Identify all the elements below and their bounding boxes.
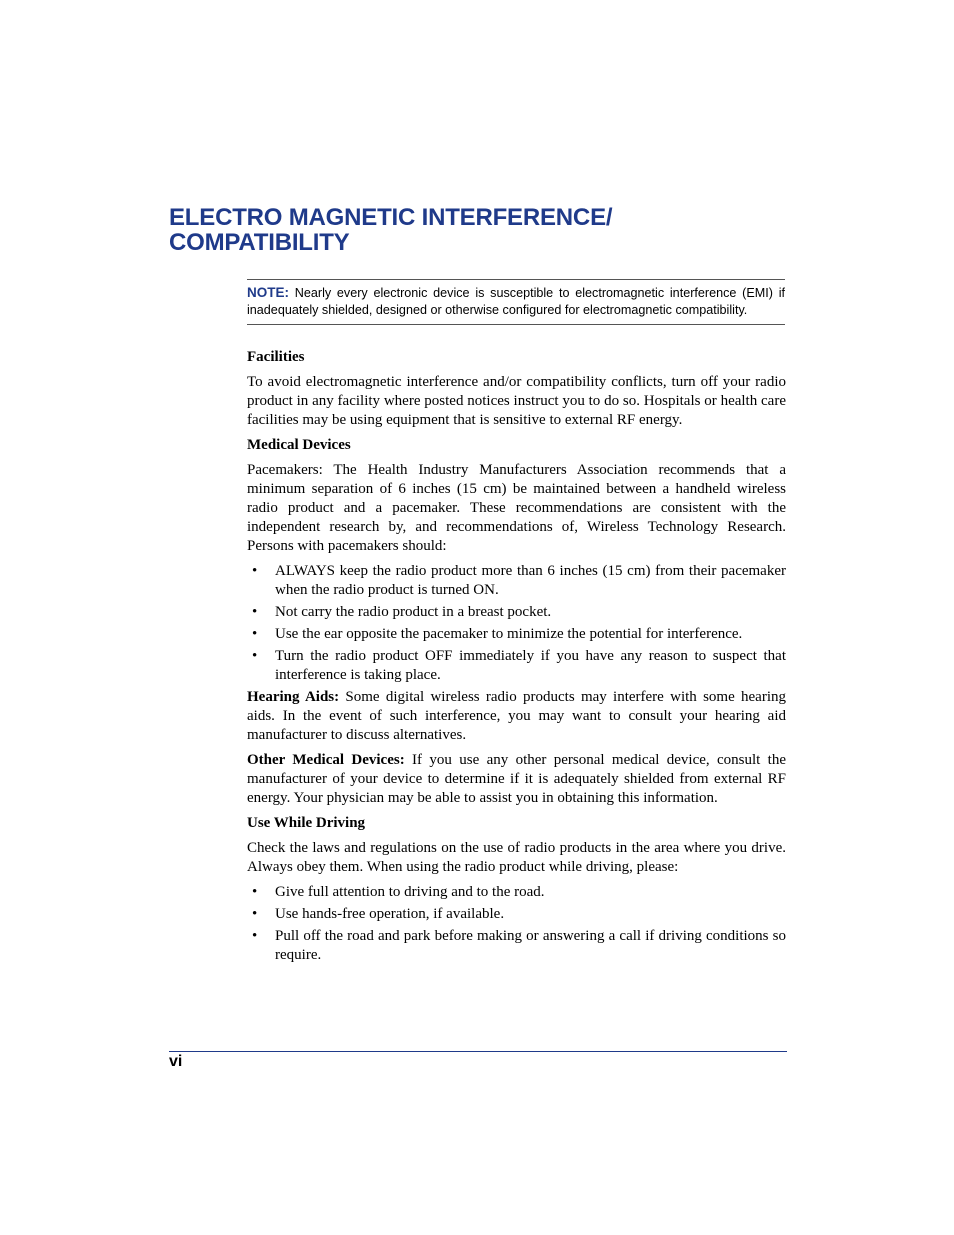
other-medical-devices-text: If you use any other personal medical device, consult the manufacturer of your device to determine if it is adequately shielded from external RF energy. Your physician may be able to assist you in obtaining this information. — [247, 752, 786, 806]
note-box — [247, 279, 785, 325]
list-item — [247, 625, 786, 644]
bullet-icon: • — [252, 884, 258, 900]
list-item — [247, 562, 786, 600]
bullet-icon: • — [252, 604, 258, 620]
pacemaker-bullet-list — [247, 562, 786, 685]
facilities-heading: Facilities — [247, 349, 305, 365]
list-item — [247, 603, 786, 622]
page-title-line-1: ELECTRO MAGNETIC INTERFERENCE/ — [169, 204, 613, 231]
bullet-icon: • — [252, 648, 258, 664]
bullet-icon: • — [252, 906, 258, 922]
list-item — [247, 647, 786, 685]
note-label: NOTE: — [247, 285, 289, 300]
list-item — [247, 905, 786, 924]
driving-paragraph: Check the laws and regulations on the use of radio products in the area where you drive. Always obey them. When using the radio product while driving, please: — [247, 840, 786, 875]
other-medical-devices-paragraph — [247, 751, 786, 808]
pacemakers-paragraph: Pacemakers: The Health Industry Manufacturers Association recommends that a minimum separation of 6 inches (15 cm) be maintained between a handheld wireless radio product and a pacemaker. These recommendations are consistent with the independent research by, and recommendations of, Wireless Technology Research. Persons with pacemakers should: — [247, 462, 786, 554]
bullet-icon: • — [252, 626, 258, 642]
bullet-icon: • — [252, 928, 258, 944]
page-title — [169, 205, 769, 255]
page-title-line-2: COMPATIBILITY — [169, 229, 350, 256]
medical-devices-heading: Medical Devices — [247, 437, 351, 453]
bullet-icon: • — [252, 563, 258, 579]
list-item-text: ALWAYS keep the radio product more than 6 inches (15 cm) from their pacemaker when the radio product is turned ON. — [275, 563, 786, 598]
footer-divider — [169, 1051, 787, 1052]
hearing-aids-text: Some digital wireless radio products may interfere with some hearing aids. In the event of such interference, you may want to consult your hearing aid manufacturer to discuss alternatives. — [247, 689, 786, 743]
driving-bullet-list — [247, 883, 786, 965]
use-while-driving-heading: Use While Driving — [247, 815, 366, 831]
list-item — [247, 883, 786, 902]
hearing-aids-label: Hearing Aids: — [247, 689, 340, 705]
list-item-text: Turn the radio product OFF immediately if you have any reason to suspect that interference is taking place. — [275, 648, 786, 683]
list-item-text: Give full attention to driving and to the road. — [275, 884, 545, 900]
other-medical-devices-label: Other Medical Devices: — [247, 752, 405, 768]
facilities-paragraph: To avoid electromagnetic interference and/or compatibility conflicts, turn off your radio product in any facility where posted notices instruct you to do so. Hospitals or health care facilities may be using equipment that is sensitive to external RF energy. — [247, 374, 786, 428]
list-item — [247, 927, 786, 965]
hearing-aids-paragraph — [247, 688, 786, 745]
list-item-text: Pull off the road and park before making or answering a call if driving conditions so require. — [275, 928, 786, 963]
main-content — [247, 348, 786, 968]
list-item-text: Use hands-free operation, if available. — [275, 906, 505, 922]
page-number: vi — [169, 1053, 183, 1070]
list-item-text: Not carry the radio product in a breast pocket. — [275, 604, 552, 620]
list-item-text: Use the ear opposite the pacemaker to minimize the potential for interference. — [275, 626, 743, 642]
note-text: Nearly every electronic device is susceptible to electromagnetic interference (EMI) if inadequately shielded, designed or otherwise configured for electromagnetic compatibility. — [247, 286, 785, 317]
